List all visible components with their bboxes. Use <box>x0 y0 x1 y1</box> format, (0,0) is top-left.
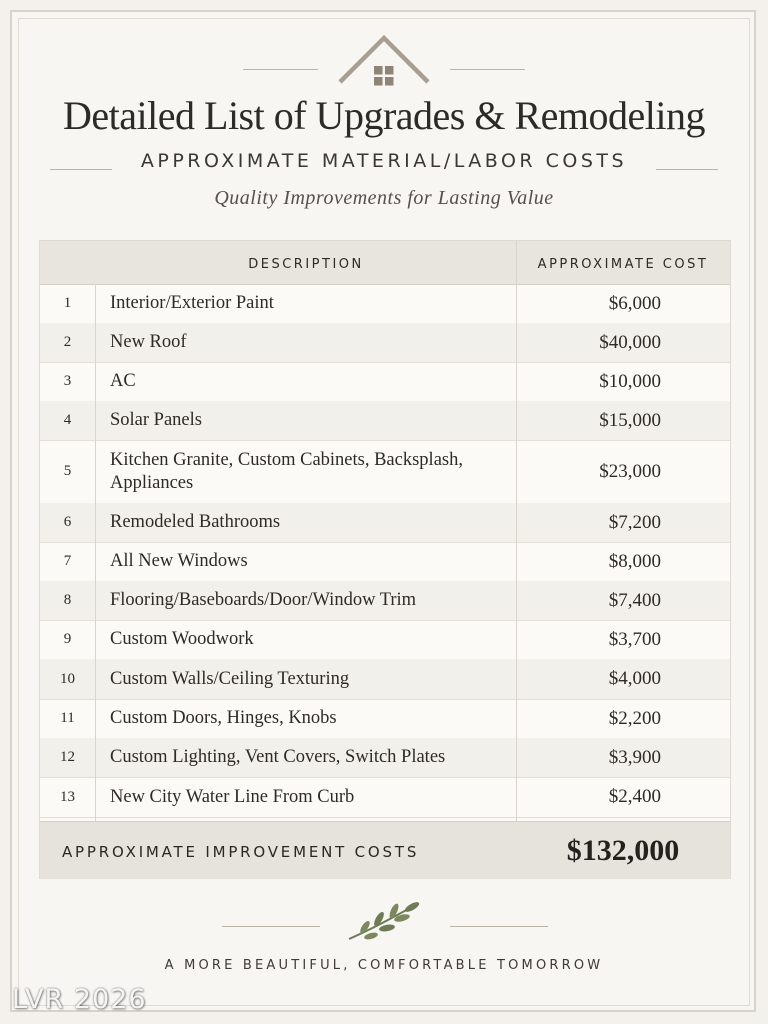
row-cost: $10,000 <box>599 370 661 392</box>
row-description: Interior/Exterior Paint <box>110 293 274 313</box>
row-number: 9 <box>63 631 72 647</box>
footer-rule-right <box>450 926 548 927</box>
row-description: Kitchen Granite, Custom Cabinets, Backsplash, Appliances <box>110 449 463 493</box>
row-description: Custom Walls/Ceiling Texturing <box>110 668 350 689</box>
row-description: AC <box>110 371 136 391</box>
table-header <box>40 241 730 285</box>
table-row <box>40 659 730 700</box>
table-row <box>40 738 730 778</box>
table-row <box>40 581 730 621</box>
table-row <box>40 542 730 582</box>
house-roof-icon <box>336 32 432 90</box>
table-row <box>40 699 730 739</box>
column-header-description: DESCRIPTION <box>248 257 364 272</box>
row-cost: $7,400 <box>608 589 661 611</box>
column-divider-cost <box>516 241 517 878</box>
table-row <box>40 284 730 324</box>
row-cost: $2,400 <box>608 786 661 807</box>
column-header-cost: APPROXIMATE COST <box>537 257 709 272</box>
row-description: Remodeled Bathrooms <box>110 512 281 532</box>
row-description: Custom Woodwork <box>110 629 254 649</box>
row-description: Flooring/Baseboards/Door/Window Trim <box>110 590 417 610</box>
row-description: All New Windows <box>110 551 248 571</box>
table-row <box>40 362 730 402</box>
header-rule-right <box>450 69 525 70</box>
table-row <box>40 440 730 504</box>
row-cost: $40,000 <box>599 331 661 353</box>
row-number: 10 <box>60 670 75 687</box>
footer-rule-left <box>222 926 320 927</box>
total-value: $132,000 <box>566 834 680 867</box>
column-divider-number <box>95 284 96 821</box>
row-description: New City Water Line From Curb <box>110 786 355 807</box>
row-number: 11 <box>60 710 75 726</box>
row-cost: $3,900 <box>608 746 661 768</box>
row-description: Custom Lighting, Vent Covers, Switch Plates <box>110 747 446 767</box>
row-cost: $2,200 <box>608 707 661 729</box>
table-row <box>40 620 730 660</box>
row-cost: $7,200 <box>608 511 661 533</box>
row-number: 7 <box>63 553 72 569</box>
page-title: Detailed List of Upgrades & Remodeling <box>63 93 705 138</box>
header-rule-left <box>243 69 318 70</box>
row-cost: $4,000 <box>608 668 661 689</box>
total-label: APPROXIMATE IMPROVEMENT COSTS <box>62 843 420 861</box>
row-cost: $3,700 <box>608 628 661 650</box>
row-number: 3 <box>63 373 72 389</box>
page-subtitle: APPROXIMATE MATERIAL/LABOR COSTS <box>140 150 628 172</box>
row-description: Solar Panels <box>110 410 202 430</box>
row-cost: $15,000 <box>599 409 661 431</box>
row-number: 2 <box>63 334 72 350</box>
row-number: 8 <box>63 592 72 608</box>
row-number: 12 <box>60 749 75 765</box>
olive-sprig-icon <box>345 898 423 944</box>
row-description: Custom Doors, Hinges, Knobs <box>110 708 337 728</box>
row-cost: $8,000 <box>608 550 661 572</box>
cost-table <box>39 240 731 879</box>
row-number: 13 <box>60 788 75 805</box>
table-row <box>40 777 730 818</box>
row-number: 5 <box>63 463 72 479</box>
watermark: LVR 2026 <box>12 984 147 1015</box>
page-tagline: Quality Improvements for Lasting Value <box>214 187 554 209</box>
row-number: 6 <box>63 514 72 530</box>
table-row <box>40 401 730 441</box>
total-row <box>40 821 730 879</box>
row-cost: $6,000 <box>608 292 661 314</box>
row-cost: $23,000 <box>599 460 661 482</box>
row-number: 1 <box>63 295 72 311</box>
footer-tagline: A MORE BEAUTIFUL, COMFORTABLE TOMORROW <box>164 958 604 973</box>
table-row <box>40 323 730 363</box>
subtitle-rule-right <box>656 169 718 170</box>
table-row <box>40 503 730 543</box>
row-number: 4 <box>63 412 72 428</box>
row-description: New Roof <box>110 332 187 352</box>
